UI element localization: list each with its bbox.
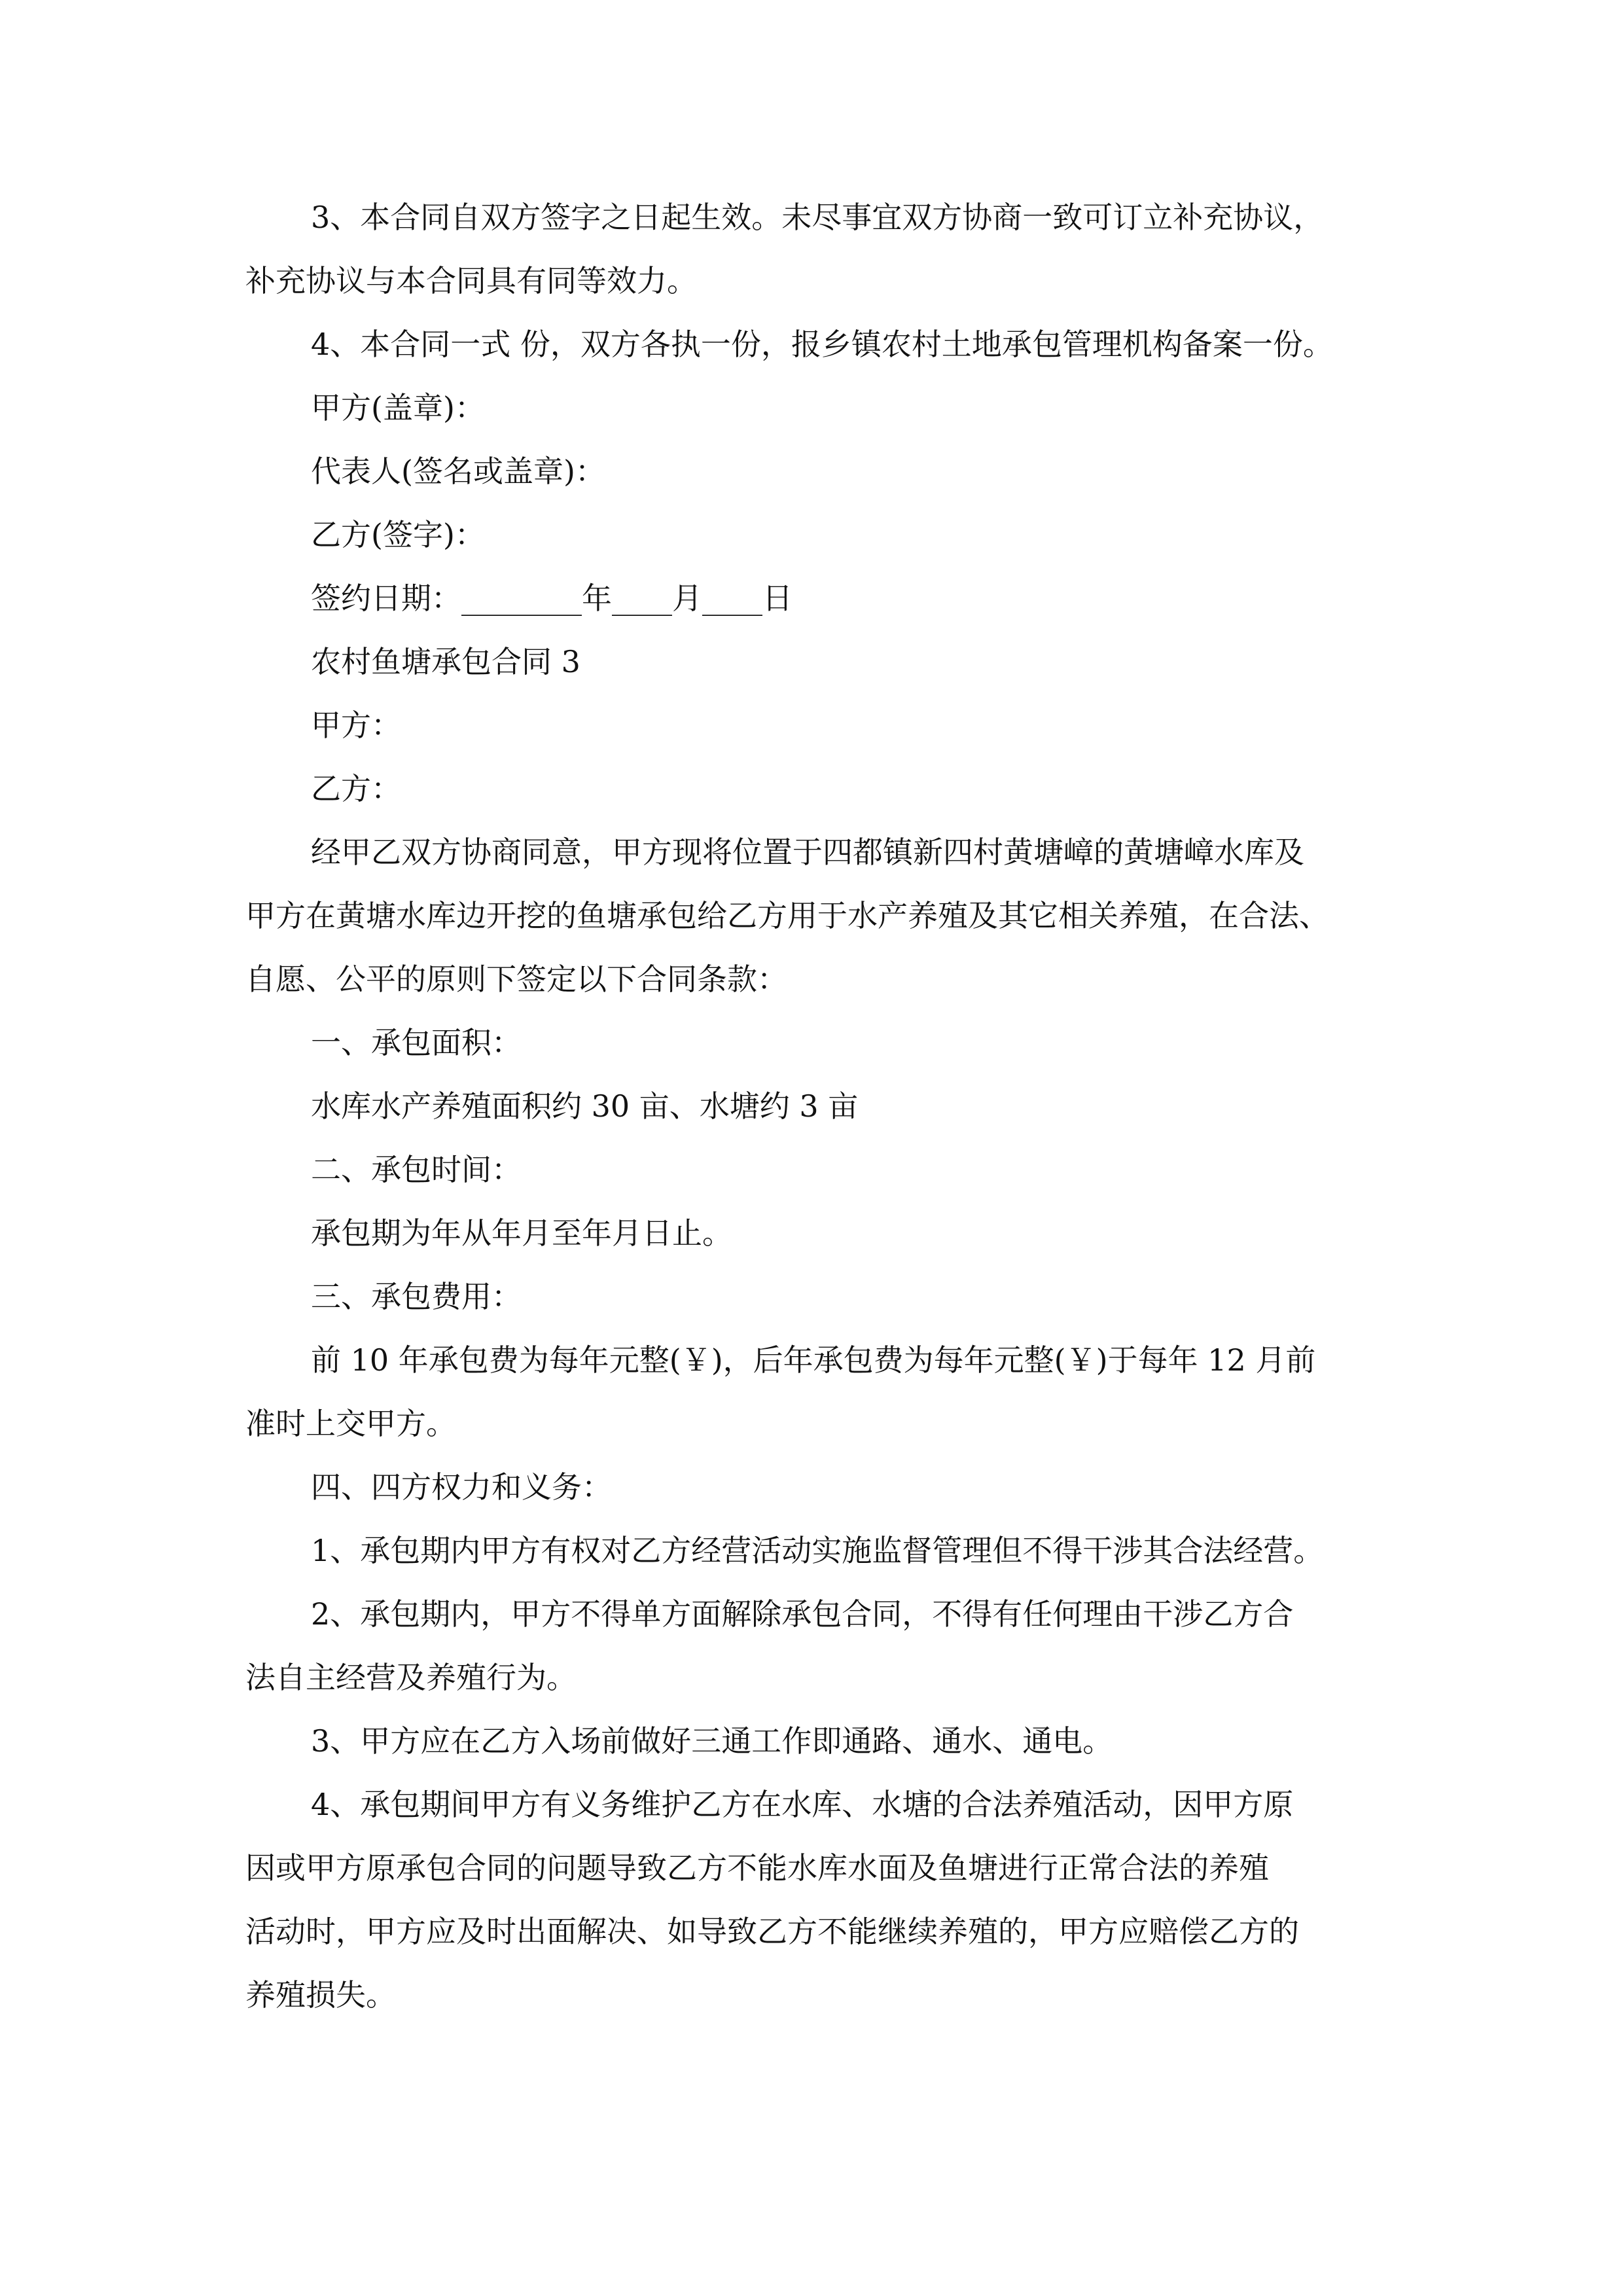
clause-3-line-2: 补充协议与本合同具有同等效力。 [245, 263, 697, 298]
section-3-heading: 三、承包费用： [311, 1279, 522, 1314]
section-2-body: 承包期为年从年月至年月日止。 [311, 1215, 732, 1251]
representative-label: 代表人(签名或盖章)： [311, 454, 605, 489]
section-4-item-4-line-3: 活动时，甲方应及时出面解决、如导致乙方不能继续养殖的，甲方应赔偿乙方的 [245, 1914, 1299, 1949]
section-4-item-1: 1、承包期内甲方有权对乙方经营活动实施监督管理但不得干涉其合法经营。 [311, 1533, 1324, 1568]
section-4-item-2-line-2: 法自主经营及养殖行为。 [245, 1660, 577, 1695]
section-3-body-line-1: 前 10 年承包费为每年元整(￥)，后年承包费为每年元整(￥)于每年 12 月前 [311, 1342, 1316, 1378]
section-4-item-2-line-1: 2、承包期内，甲方不得单方面解除承包合同，不得有任何理由干涉乙方合 [311, 1596, 1294, 1632]
party-b-sign-label: 乙方(签字)： [311, 517, 485, 552]
section-1-body: 水库水产养殖面积约 30 亩、水塘约 3 亩 [311, 1088, 859, 1124]
clause-3-line-1: 3、本合同自双方签字之日起生效。未尽事宜双方协商一致可订立补充协议， [311, 200, 1324, 235]
preamble-line-1: 经甲乙双方协商同意，甲方现将位置于四都镇新四村黄塘嶂的黄塘嶂水库及 [311, 834, 1304, 870]
party-b-label: 乙方： [311, 771, 401, 806]
clause-4-line: 4、本合同一式 份，双方各执一份，报乡镇农村土地承包管理机构备案一份。 [311, 327, 1333, 362]
section-4-item-3: 3、甲方应在乙方入场前做好三通工作即通路、通水、通电。 [311, 1723, 1113, 1759]
section-4-item-4-line-2: 因或甲方原承包合同的问题导致乙方不能水库水面及鱼塘进行正常合法的养殖 [245, 1850, 1269, 1886]
section-2-heading: 二、承包时间： [311, 1152, 522, 1187]
signing-date-line: 签约日期：________年____月____日 [311, 581, 793, 616]
party-a-seal-label: 甲方(盖章)： [311, 390, 485, 425]
section-4-heading: 四、四方权力和义务： [311, 1469, 612, 1505]
preamble-line-3: 自愿、公平的原则下签定以下合同条款： [245, 961, 787, 997]
section-1-heading: 一、承包面积： [311, 1025, 522, 1060]
contract-3-title: 农村鱼塘承包合同 3 [311, 644, 580, 679]
preamble-line-2: 甲方在黄塘水库边开挖的鱼塘承包给乙方用于水产养殖及其它相关养殖，在合法、 [245, 898, 1329, 933]
section-3-body-line-2: 准时上交甲方。 [245, 1406, 456, 1441]
party-a-label: 甲方： [311, 708, 401, 743]
section-4-item-4-line-4: 养殖损失。 [245, 1977, 396, 2013]
section-4-item-4-line-1: 4、承包期间甲方有义务维护乙方在水库、水塘的合法养殖活动，因甲方原 [311, 1787, 1294, 1822]
